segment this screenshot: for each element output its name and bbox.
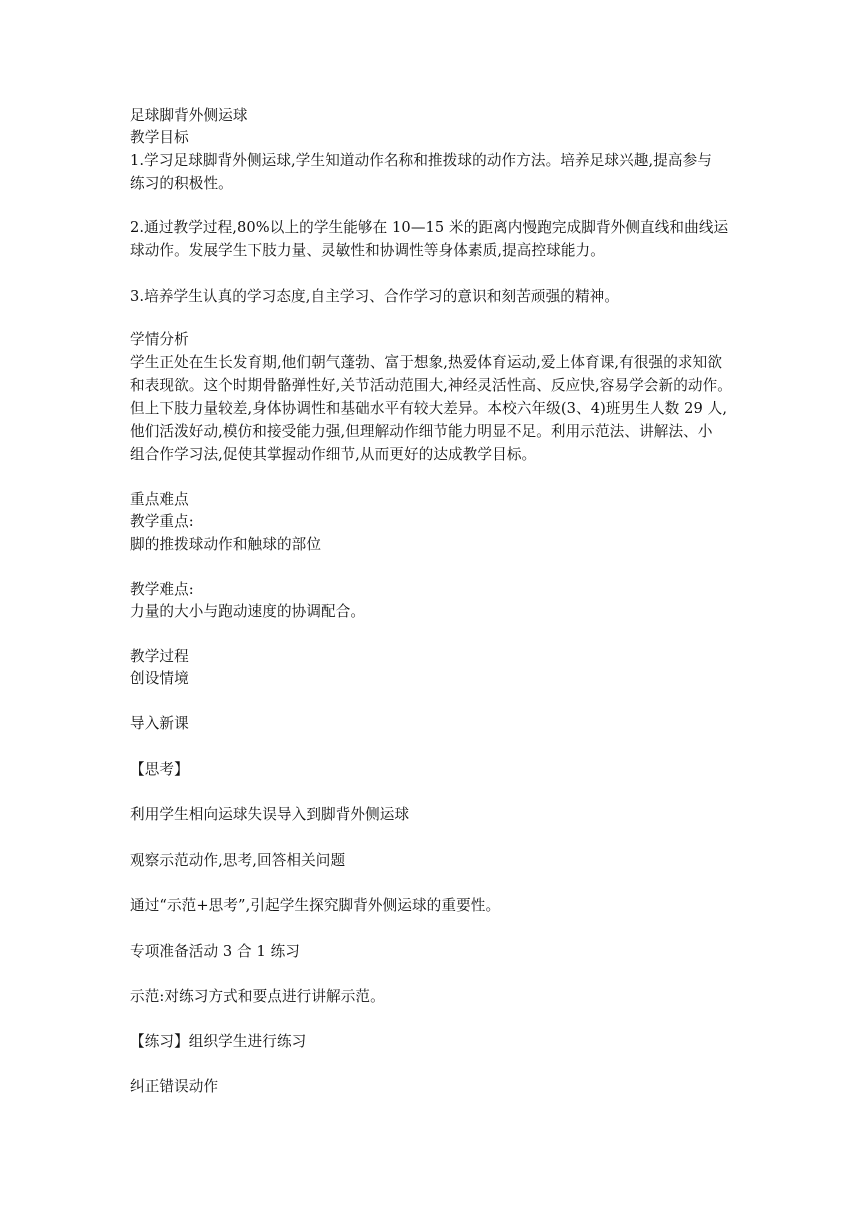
- intro-heading: 导入新课: [130, 715, 189, 732]
- special-prep-text: 专项准备活动 3 合 1 练习: [130, 943, 300, 960]
- process-heading: 教学过程: [130, 648, 189, 665]
- scenario-heading: 创设情境: [130, 670, 189, 687]
- think-text: 利用学生相向运球失误导入到脚背外侧运球: [130, 806, 410, 823]
- analysis-line-3: 但上下肢力量较差,身体协调性和基础水平有较大差异。本校六年级(3、4)班男生人数 29 人,: [130, 400, 728, 417]
- demo-think-text: 通过“示范+思考”,引起学生探究脚背外侧运球的重要性。: [130, 897, 501, 914]
- focus-label: 教学重点:: [130, 513, 194, 530]
- practice-text: 【练习】组织学生进行练习: [130, 1033, 307, 1050]
- difficulty-label: 教学难点:: [130, 581, 194, 598]
- keypoints-heading: 重点难点: [130, 491, 189, 508]
- goal-2-line-2: 球动作。发展学生下肢力量、灵敏性和协调性等身体素质,提高控球能力。: [130, 242, 605, 259]
- goals-heading: 教学目标: [130, 129, 189, 146]
- think-tag: 【思考】: [130, 761, 189, 778]
- analysis-line-2: 和表现欲。这个时期骨骼弹性好,关节活动范围大,神经灵活性高、反应快,容易学会新的动作。: [130, 377, 732, 394]
- analysis-line-5: 组合作学习法,促使其掌握动作细节,从而更好的达成教学目标。: [130, 446, 537, 463]
- focus-text: 脚的推拨球动作和触球的部位: [130, 536, 322, 553]
- observe-text: 观察示范动作,思考,回答相关问题: [130, 852, 346, 869]
- goal-1-line-2: 练习的积极性。: [130, 175, 233, 192]
- analysis-heading: 学情分析: [130, 331, 189, 348]
- correct-text: 纠正错误动作: [130, 1078, 219, 1095]
- goal-1-line-1: 1.学习足球脚背外侧运球,学生知道动作名称和推拨球的动作方法。培养足球兴趣,提高参与: [130, 152, 712, 169]
- goal-2-line-1: 2.通过教学过程,80%以上的学生能够在 10—15 米的距离内慢跑完成脚背外侧直线和曲线运: [130, 219, 729, 236]
- difficulty-text: 力量的大小与跑动速度的协调配合。: [130, 603, 366, 620]
- document-title: 足球脚背外侧运球: [130, 107, 248, 124]
- analysis-line-4: 他们活泼好动,模仿和接受能力强,但理解动作细节能力明显不足。利用示范法、讲解法、小: [130, 423, 713, 440]
- demo-text: 示范:对练习方式和要点进行讲解示范。: [130, 988, 385, 1005]
- goal-3: 3.培养学生认真的学习态度,自主学习、合作学习的意识和刻苦顽强的精神。: [130, 288, 620, 305]
- analysis-line-1: 学生正处在生长发育期,他们朝气蓬勃、富于想象,热爱体育运动,爱上体育课,有很强的求知欲: [130, 354, 723, 371]
